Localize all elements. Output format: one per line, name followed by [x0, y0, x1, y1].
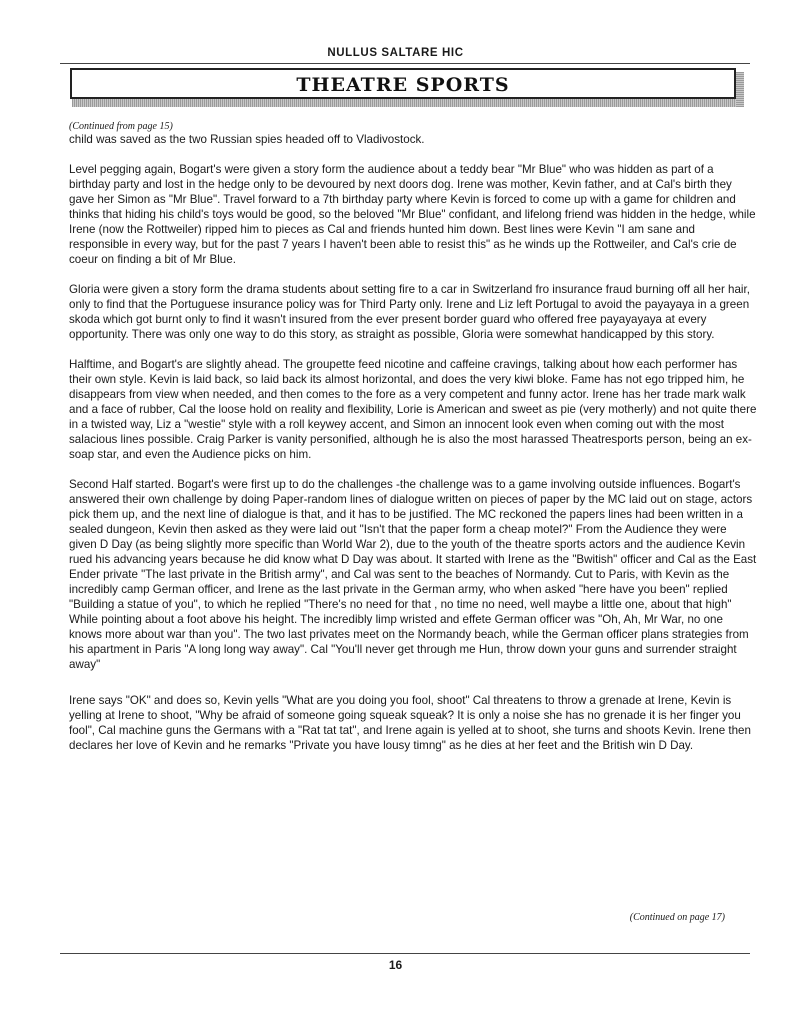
header-rule — [60, 63, 750, 64]
paragraph-6: Irene says "OK" and does so, Kevin yells "What are you doing you fool, shoot" Cal threatens to throw a grenade at Irene, Kevin is yelling at Irene to shoot, "Why be afraid of someone going squeak squeak? It is only a noise she has no grenade it is her finger you fool", Cal machine guns the Germans with a "Rat tat tat", and Irene again is yelled at to shoot, she turns and shoots Kevin. Irene then declares her love of Kevin and he remarks "Private you have lousy timng" as he dies at her feet and the British win D Day. — [69, 694, 751, 752]
banner-shadow-side — [736, 72, 744, 107]
continued-on-note: (Continued on page 17) — [629, 912, 725, 923]
article-body — [69, 132, 757, 768]
paragraph-3: Gloria were given a story form the drama students about setting fire to a car in Switzerland fro insurance fraud burning off all her hair, only to find that the Portuguese insurance policy was for Third Party only. Irene and Liz left Portugal to avoid the payayaya in a green skoda which got burnt only to find it wasn't insured from the ever present border guard who offered free payayayaya at every opportunity. There was only one way to do this story, as straight as possible, Gloria were somewhat handicapped by this story. — [69, 283, 750, 341]
footer-rule — [60, 953, 750, 954]
paragraph-4: Halftime, and Bogart's are slightly ahead. The groupette feed nicotine and caffeine cravings, talking about how each performer has their own style. Kevin is laid back, so laid back its almost horizontal, and does the very kiwi bloke. Fame has not ego tripped him, he disappears from view when needed, and then comes to the fore as a very competent and funny actor. Irene has her trade mark walk and a face of rubber, Cal the loose hold on reality and flexibility, Lorie is American and sweet as pie (very motherly) and not quite there in a twisted way, Liz a "westie" style with a roll keywey accent, and Simon an innocent look even when coming out with the most salacious lines possible. Craig Parker is vanity personified, although he is also the most harassed Theatresports person, being an ex-soap star, and even the Audience picks on him. — [69, 358, 757, 461]
paragraph-2: Level pegging again, Bogart's were given a story form the audience about a teddy bear "Mr Blue" who was hidden as part of a birthday party and lost in the hedge only to be devoured by next doors dog. Irene was mother, Kevin father, and at Cal's birth they gave her Simon as "Mr Blue". Travel forward to a 7th birthday party where Kevin is forced to come up with a game for children and thinks that hiding his child's toys would be good, so the beloved "Mr Blue" confidant, and lifelong friend was hidden in the hedge, while Irene (now the Rottweiler) ripped him to pieces as Cal and friends hunted him down. Best lines were Kevin "I am sane and responsible in every way, but for the past 7 years I haven't been able to resist this" as he winds up the Rottweiler, and Cal's crie de coeur on finding a bit of Mr Blue. — [69, 163, 756, 266]
banner-shadow — [72, 99, 744, 107]
publication-header: NULLUS SALTARE HIC — [327, 47, 464, 59]
continued-from-note: (Continued from page 15) — [69, 121, 173, 132]
paragraph-1: child was saved as the two Russian spies headed off to Vladivostock. — [69, 133, 425, 146]
section-title: THEATRE SPORTS — [296, 74, 510, 96]
paragraph-5: Second Half started. Bogart's were first up to do the challenges -the challenge was to a game involving outside influences. Bogart's answered their own challenge by doing Paper-random lines of dialogue written on pieces of paper by the MC laid out on stage, actors pick them up, and the next line of dialogue is that, and it has to be justified. The MC reckoned the papers lines had been written in a sealed dungeon, Kevin then asked as they were laid out "Isn't that the paper form a cheap motel?" From the Audience they were given D Day (as being slightly more specific than World War 2), due to the youth of the theatre sports actors and the audience Kevin rued his advancing years because he did know what D Day was about. It started with Irene as the "Bwitish" officer and Cal as the East Ender private "The last private in the British army", and Cal was sent to the beaches of Normandy. Cut to Paris, with Kevin as the incredibly camp German officer, and Irene as the last private in the German army, who when asked "here have you been" replied "Building a statue of you", to which he replied "There's no need for that , no time no need, well maybe a little one, about that high" While pointing about a foot above his height. The incredibly limp wristed and effete German officer was "Oh, Ah, Mr War, no one knows more about war than you". The two last privates meet on the Normandy beach, while the German officer plans strategies from his apartment in Paris "A long long way away". Cal "You'll never get through me Hun, throw down your guns and surrender straight away" — [69, 478, 757, 671]
page-number: 16 — [388, 958, 403, 972]
